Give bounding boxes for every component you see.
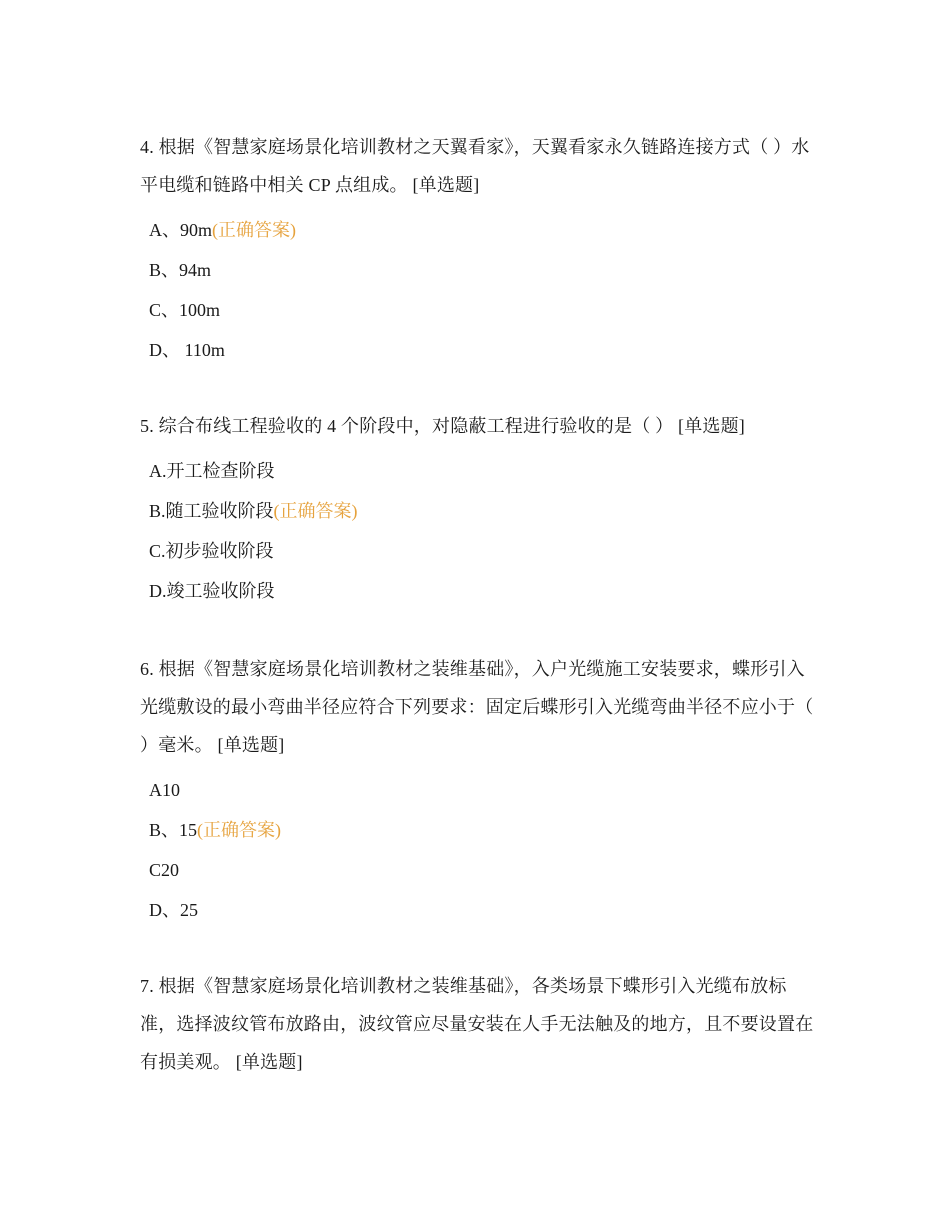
option-label: D、 110m: [149, 340, 225, 360]
question-5: [140, 407, 820, 611]
option-label: A.开工检查阶段: [149, 461, 275, 481]
option-d: [149, 571, 820, 611]
option-d: [149, 330, 820, 370]
option-label: B、15: [149, 820, 198, 840]
option-c: [149, 531, 820, 571]
correct-answer-mark: (正确答案): [273, 501, 358, 521]
question-4: [140, 128, 820, 370]
correct-answer-mark: (正确答案): [212, 220, 296, 240]
option-label: C20: [149, 860, 180, 880]
question-text: 4. 根据《智慧家庭场景化培训教材之天翼看家》，天翼看家永久链路连接方式（ ）水平电缆和链路中相关 CP 点组成。 [单选题]: [140, 137, 810, 195]
question-text: 5. 综合布线工程验收的 4 个阶段中，对隐蔽工程进行验收的是（ ） [单选题]: [140, 416, 745, 436]
question-text: 6. 根据《智慧家庭场景化培训教材之装维基础》，入户光缆施工安装要求，蝶形引入光缆敷设的最小弯曲半径应符合下列要求：固定后蝶形引入光缆弯曲半径不应小于（ ）毫米。 [单选题]: [140, 659, 814, 755]
option-label: C、100m: [149, 300, 221, 320]
correct-answer-mark: (正确答案): [197, 820, 282, 840]
option-label: B.随工验收阶段: [149, 501, 274, 521]
option-label: A10: [149, 780, 180, 800]
option-label: B、94m: [149, 260, 212, 280]
question-text: 7. 根据《智慧家庭场景化培训教材之装维基础》，各类场景下蝶形引入光缆布放标准，选择波纹管布放路由，波纹管应尽量安装在人手无法触及的地方，且不要设置在有损美观。 [单选题]: [140, 976, 814, 1072]
question-7: [140, 967, 820, 1081]
option-d: [149, 890, 820, 930]
option-c: [149, 290, 820, 330]
option-label: A、90m: [149, 220, 212, 240]
option-list: [140, 210, 820, 370]
option-c: [149, 850, 820, 890]
option-b: [149, 810, 820, 850]
option-label: D.竣工验收阶段: [149, 581, 275, 601]
option-b: [149, 250, 820, 290]
option-a: [149, 210, 820, 250]
option-a: [149, 451, 820, 491]
option-a: [149, 770, 820, 810]
option-label: D、25: [149, 900, 198, 920]
question-6: [140, 650, 820, 930]
option-b: [149, 491, 820, 531]
option-list: [140, 770, 820, 930]
option-list: [140, 451, 820, 611]
option-label: C.初步验收阶段: [149, 541, 274, 561]
